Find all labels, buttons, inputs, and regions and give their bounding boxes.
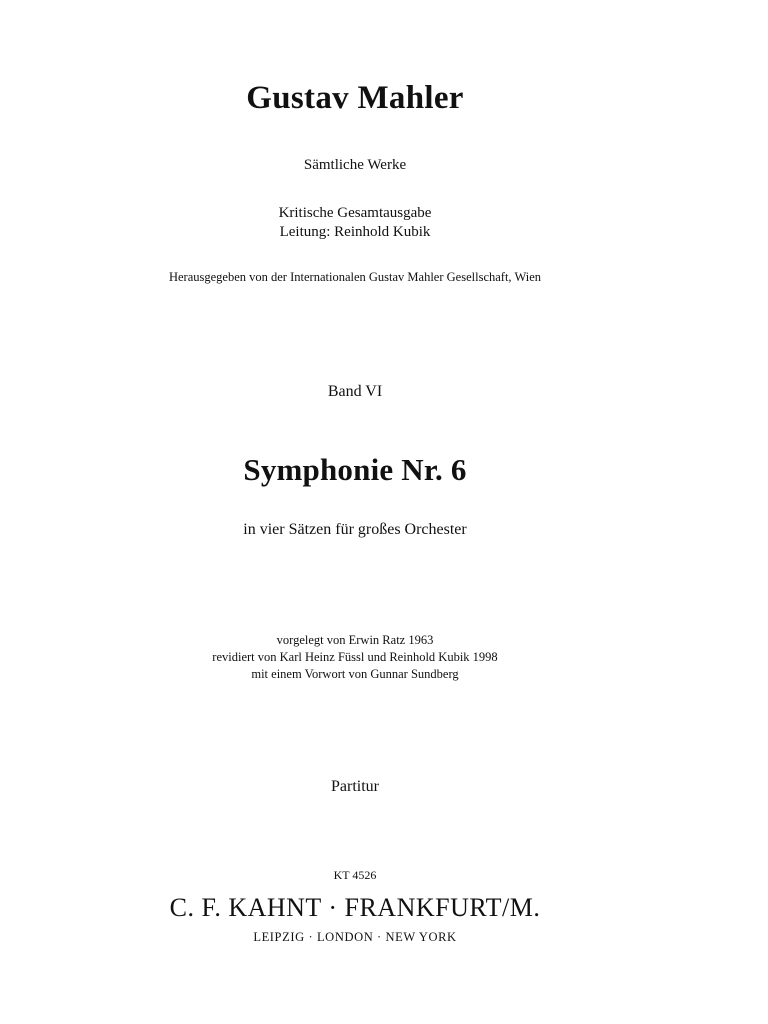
editor-line: revidiert von Karl Heinz Füssl und Reinhold Kubik 1998 (212, 650, 498, 664)
edition-label: Kritische Gesamtausgabe (278, 205, 432, 221)
publisher-name: C. F. KAHNT · FRANKFURT/M. (169, 893, 541, 922)
editorial-direction: Leitung: Reinhold Kubik (279, 224, 431, 240)
composer-name: Gustav Mahler (246, 80, 464, 116)
volume-number: Band VI (327, 383, 383, 400)
format-label: Partitur (331, 778, 379, 795)
catalog-number: KT 4526 (333, 868, 377, 882)
work-subtitle: in vier Sätzen für großes Orchester (243, 521, 467, 538)
collected-works-label: Sämtliche Werke (303, 157, 407, 173)
editor-line: vorgelegt von Erwin Ratz 1963 (276, 633, 434, 647)
work-title: Symphonie Nr. 6 (243, 452, 467, 487)
publisher-cities: LEIPZIG · LONDON · NEW YORK (253, 930, 457, 944)
editor-line: mit einem Vorwort von Gunnar Sundberg (251, 667, 459, 681)
publisher-society-note: Herausgegeben von der Internationalen Gustav Mahler Gesellschaft, Wien (168, 270, 542, 284)
